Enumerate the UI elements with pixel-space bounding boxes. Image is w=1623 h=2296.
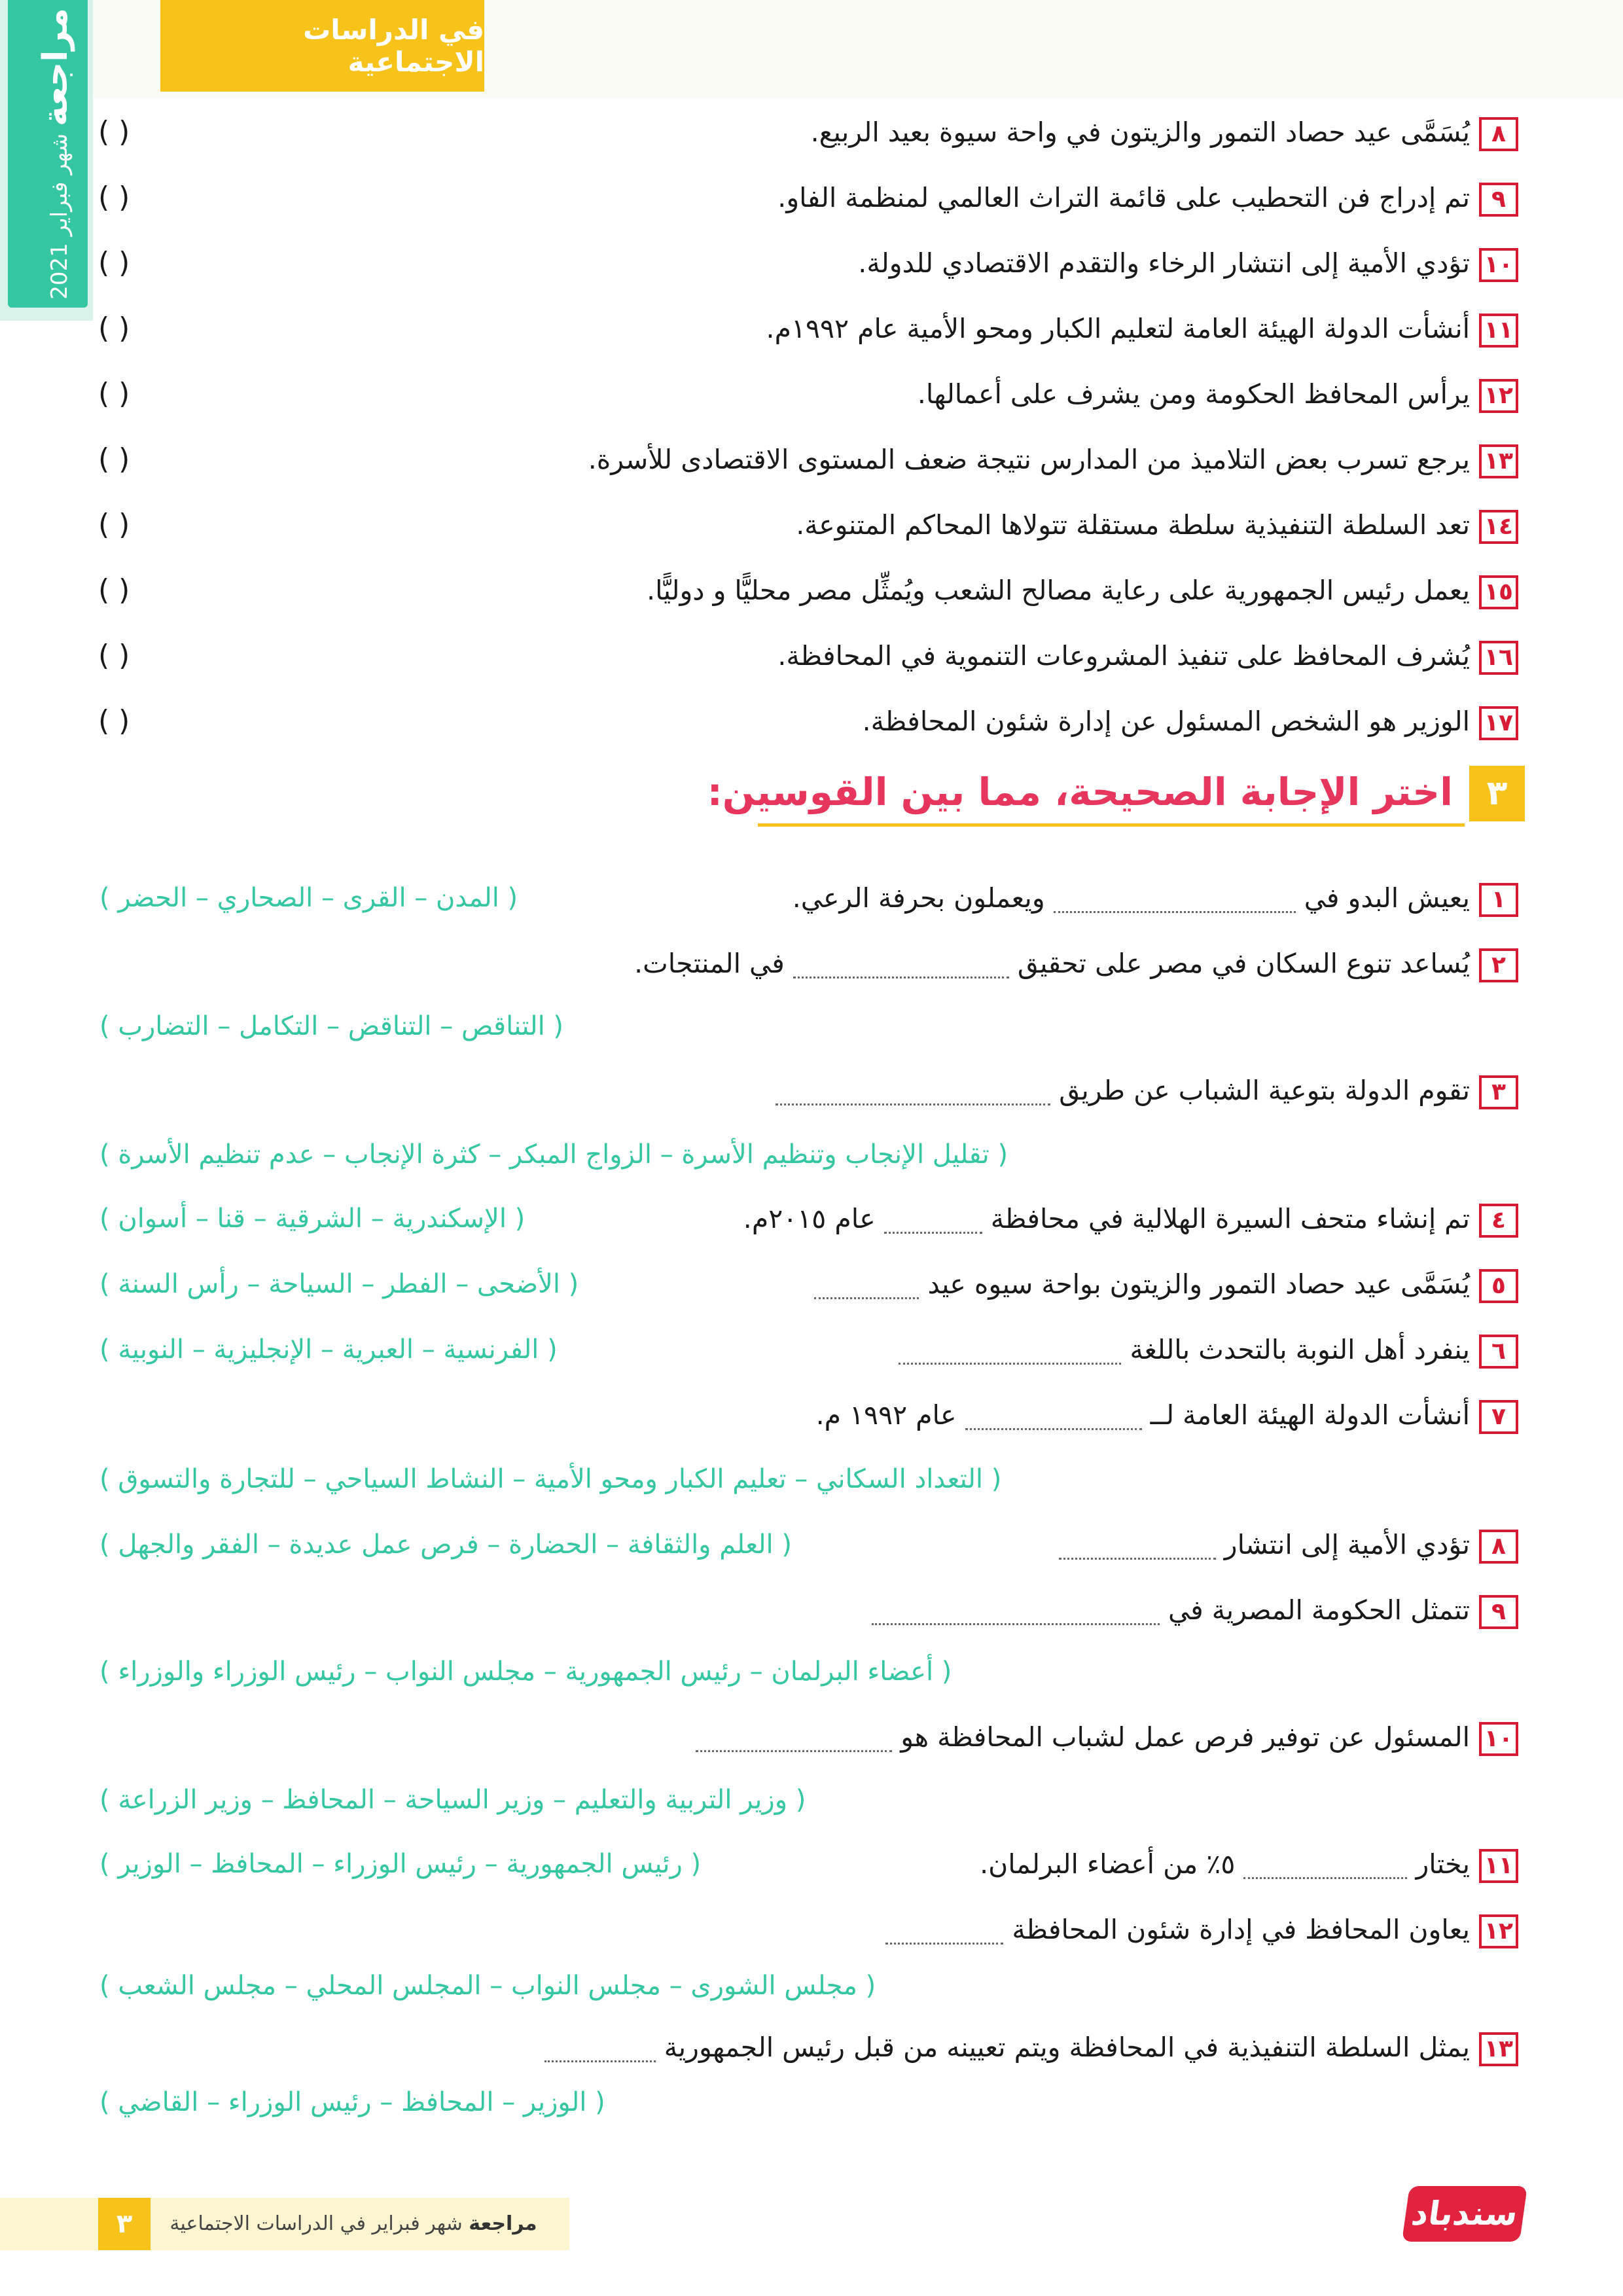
tf-question [858, 243, 1518, 283]
answer-options: ( الأضحى – الفطر – السياحة – رأس السنة ) [99, 1269, 579, 1299]
mc-question [743, 1199, 1518, 1238]
question-text: يعاون المحافظ في إدارة شئون المحافظة [1012, 1914, 1470, 1945]
brand-name: مراجعة [36, 8, 75, 126]
side-brand-text [36, 8, 75, 300]
brand-sub: شهر فبراير 2021 [46, 133, 73, 300]
tf-question [918, 374, 1518, 414]
question-number: ١٥ [1479, 575, 1518, 609]
mc-question [1059, 1525, 1518, 1564]
question-number: ١٣ [1479, 2032, 1518, 2066]
answer-blank[interactable] [1054, 888, 1296, 913]
answer-blank[interactable] [696, 1727, 892, 1752]
question-text: تقوم الدولة بتوعية الشباب عن طريق [1059, 1075, 1470, 1106]
answer-blank[interactable] [872, 1600, 1160, 1625]
question-text: يُسَمَّى عيد حصاد التمور والزيتون في واحة سيوة بعيد الربيع. [810, 117, 1470, 148]
question-text-end: ٥٪ من أعضاء البرلمان. [980, 1848, 1236, 1880]
question-number: ٩ [1479, 1595, 1518, 1629]
question-text: يُشرف المحافظ على تنفيذ المشروعات التنموية في المحافظة. [777, 640, 1470, 672]
question-text: الوزير هو الشخص المسئول عن إدارة شئون المحافظة. [862, 706, 1470, 737]
mc-question [544, 2028, 1518, 2067]
question-text: تم إدراج فن التحطيب على قائمة التراث العالمي لمنظمة الفاو. [777, 182, 1470, 213]
answer-blank[interactable] [776, 1080, 1050, 1105]
mc-question [793, 878, 1518, 918]
tf-question [588, 440, 1518, 479]
answer-parentheses[interactable]: ( ) [98, 639, 130, 672]
question-number: ٥ [1479, 1269, 1518, 1303]
question-text: ينفرد أهل النوبة بالتحدث باللغة [1130, 1334, 1470, 1365]
question-text: المسئول عن توفير فرص عمل لشباب المحافظة هو [901, 1721, 1470, 1753]
answer-blank[interactable] [1059, 1534, 1216, 1560]
question-text: يرأس المحافظ الحكومة ومن يشرف على أعمالها. [917, 378, 1470, 410]
mc-question [634, 944, 1518, 983]
tf-question [796, 505, 1518, 545]
answer-options: ( العلم والثقافة – الحضارة – فرص عمل عديدة – الفقر والجهل ) [99, 1530, 792, 1560]
question-text-end: عام ١٩٩٢ م. [815, 1399, 957, 1431]
question-text: يرجع تسرب بعض التلاميذ من المدارس نتيجة ضعف المستوى الاقتصادى للأسرة. [588, 444, 1470, 475]
question-text: يُساعد تنوع السكان في مصر على تحقيق [1017, 948, 1470, 979]
answer-options: ( المدن – القرى – الصحاري – الحضر ) [99, 883, 518, 913]
answer-blank[interactable] [965, 1405, 1142, 1430]
question-number: ١١ [1479, 1849, 1518, 1883]
section-title: اختر الإجابة الصحيحة، مما بين القوسين: [707, 770, 1453, 814]
footer-label [157, 2198, 550, 2250]
answer-blank[interactable] [899, 1339, 1121, 1365]
question-number: ٣ [1479, 1075, 1518, 1109]
answer-parentheses[interactable]: ( ) [98, 442, 130, 476]
question-text: أنشأت الدولة الهيئة العامة لــ [1150, 1399, 1470, 1431]
answer-parentheses[interactable]: ( ) [98, 181, 130, 214]
tf-question [777, 636, 1518, 675]
question-number: ١٠ [1479, 1722, 1518, 1756]
tf-question [647, 571, 1518, 610]
question-number: ١٢ [1479, 1914, 1518, 1948]
answer-blank[interactable] [544, 2037, 656, 2062]
question-text: تؤدي الأمية إلى انتشار [1224, 1529, 1470, 1560]
question-text: تم إنشاء متحف السيرة الهلالية في محافظة [990, 1203, 1470, 1234]
side-brand-tab [8, 0, 88, 308]
question-number: ٦ [1479, 1335, 1518, 1369]
tf-question [777, 178, 1518, 217]
mc-question [980, 1844, 1518, 1884]
question-number: ٢ [1479, 948, 1518, 982]
question-text-end: ويعملون بحرفة الرعي. [792, 882, 1045, 914]
answer-options: ( مجلس الشورى – مجلس النواب – المجلس المحلي – مجلس الشعب ) [99, 1971, 876, 2001]
question-number: ١ [1479, 883, 1518, 917]
question-text: يختار [1416, 1848, 1470, 1880]
sindbad-logo: سندباد [1402, 2186, 1527, 2242]
mc-question [776, 1071, 1518, 1110]
question-text-end: عام ٢٠١٥م. [743, 1203, 876, 1234]
answer-blank[interactable] [884, 1208, 982, 1234]
mc-question [816, 1395, 1518, 1435]
question-text: أنشأت الدولة الهيئة العامة لتعليم الكبار ومحو الأمية عام ١٩٩٢م. [766, 313, 1470, 344]
answer-parentheses[interactable]: ( ) [98, 246, 130, 279]
answer-blank[interactable] [885, 1919, 1003, 1945]
mc-question [885, 1910, 1518, 1949]
question-number: ١٤ [1479, 510, 1518, 544]
question-text: تتمثل الحكومة المصرية في [1168, 1594, 1470, 1626]
mc-question [696, 1717, 1518, 1757]
section-title-underline [758, 823, 1465, 827]
question-text: تعد السلطة التنفيذية سلطة مستقلة تتولاها المحاكم المتنوعة. [796, 509, 1470, 541]
question-number: ١٧ [1479, 706, 1518, 740]
answer-parentheses[interactable]: ( ) [98, 312, 130, 345]
mc-question [899, 1330, 1518, 1369]
answer-options: ( الإسكندرية – الشرقية – قنا – أسوان ) [99, 1204, 526, 1234]
mc-question [814, 1265, 1518, 1304]
question-number: ١٦ [1479, 641, 1518, 675]
mc-question [872, 1590, 1518, 1630]
tf-question [766, 309, 1518, 348]
question-number: ١٣ [1479, 444, 1518, 478]
answer-blank[interactable] [814, 1274, 919, 1299]
answer-options: ( التناقص – التناقض – التكامل – التضارب ) [99, 1011, 564, 1041]
question-number: ٨ [1479, 1530, 1518, 1564]
section-number-badge: ٣ [1469, 766, 1525, 821]
tf-question [863, 702, 1518, 741]
question-number: ١١ [1479, 314, 1518, 348]
side-brand-area [0, 0, 93, 321]
header-title: في الدراسات الاجتماعية [160, 0, 484, 92]
answer-options: ( تقليل الإنجاب وتنظيم الأسرة – الزواج المبكر – كثرة الإنجاب – عدم تنظيم الأسرة ) [99, 1139, 1008, 1170]
question-number: ١٢ [1479, 379, 1518, 413]
question-number: ٩ [1479, 183, 1518, 217]
question-number: ١٠ [1479, 248, 1518, 282]
answer-blank[interactable] [1243, 1854, 1407, 1879]
tf-question [811, 113, 1518, 152]
question-number: ٨ [1479, 117, 1518, 151]
answer-blank[interactable] [793, 953, 1009, 978]
answer-parentheses[interactable]: ( ) [98, 377, 130, 410]
question-text: يمثل السلطة التنفيذية في المحافظة ويتم تعيينه من قبل رئيس الجمهورية [664, 2032, 1470, 2063]
answer-options: ( أعضاء البرلمان – رئيس الجمهورية – مجلس النواب – رئيس الوزراء والوزراء ) [99, 1657, 952, 1687]
answer-parentheses[interactable]: ( ) [98, 508, 130, 541]
answer-parentheses[interactable]: ( ) [98, 573, 130, 607]
question-text: تؤدي الأمية إلى انتشار الرخاء والتقدم الاقتصادي للدولة. [858, 247, 1470, 279]
question-text: يُسَمَّى عيد حصاد التمور والزيتون بواحة سيوه عيد [927, 1268, 1470, 1300]
answer-options: ( رئيس الجمهورية – رئيس الوزراء – المحافظ – الوزير ) [99, 1849, 702, 1879]
footer-label-bold: مراجعة [469, 2212, 537, 2235]
answer-options: ( الفرنسية – العبرية – الإنجليزية – النوبية ) [99, 1335, 558, 1365]
question-text: يعيش البدو في [1304, 882, 1470, 914]
question-number: ٤ [1479, 1204, 1518, 1238]
answer-options: ( التعداد السكاني – تعليم الكبار ومحو الأمية – النشاط السياحي – للتجارة والتسوق ) [99, 1464, 1002, 1494]
answer-parentheses[interactable]: ( ) [98, 704, 130, 738]
answer-options: ( الوزير – المحافظ – رئيس الوزراء – القاضي ) [99, 2087, 605, 2117]
question-number: ٧ [1479, 1400, 1518, 1434]
footer-label-rest: شهر فبراير في الدراسات الاجتماعية [169, 2212, 469, 2235]
answer-options: ( وزير التربية والتعليم – وزير السياحة – المحافظ – وزير الزراعة ) [99, 1785, 806, 1815]
question-text-end: في المنتجات. [634, 948, 785, 979]
page-number: ٣ [98, 2198, 151, 2250]
question-text: يعمل رئيس الجمهورية على رعاية مصالح الشعب ويُمثِّل مصر محليًّا و دوليًّا. [647, 575, 1470, 606]
answer-parentheses[interactable]: ( ) [98, 115, 130, 149]
